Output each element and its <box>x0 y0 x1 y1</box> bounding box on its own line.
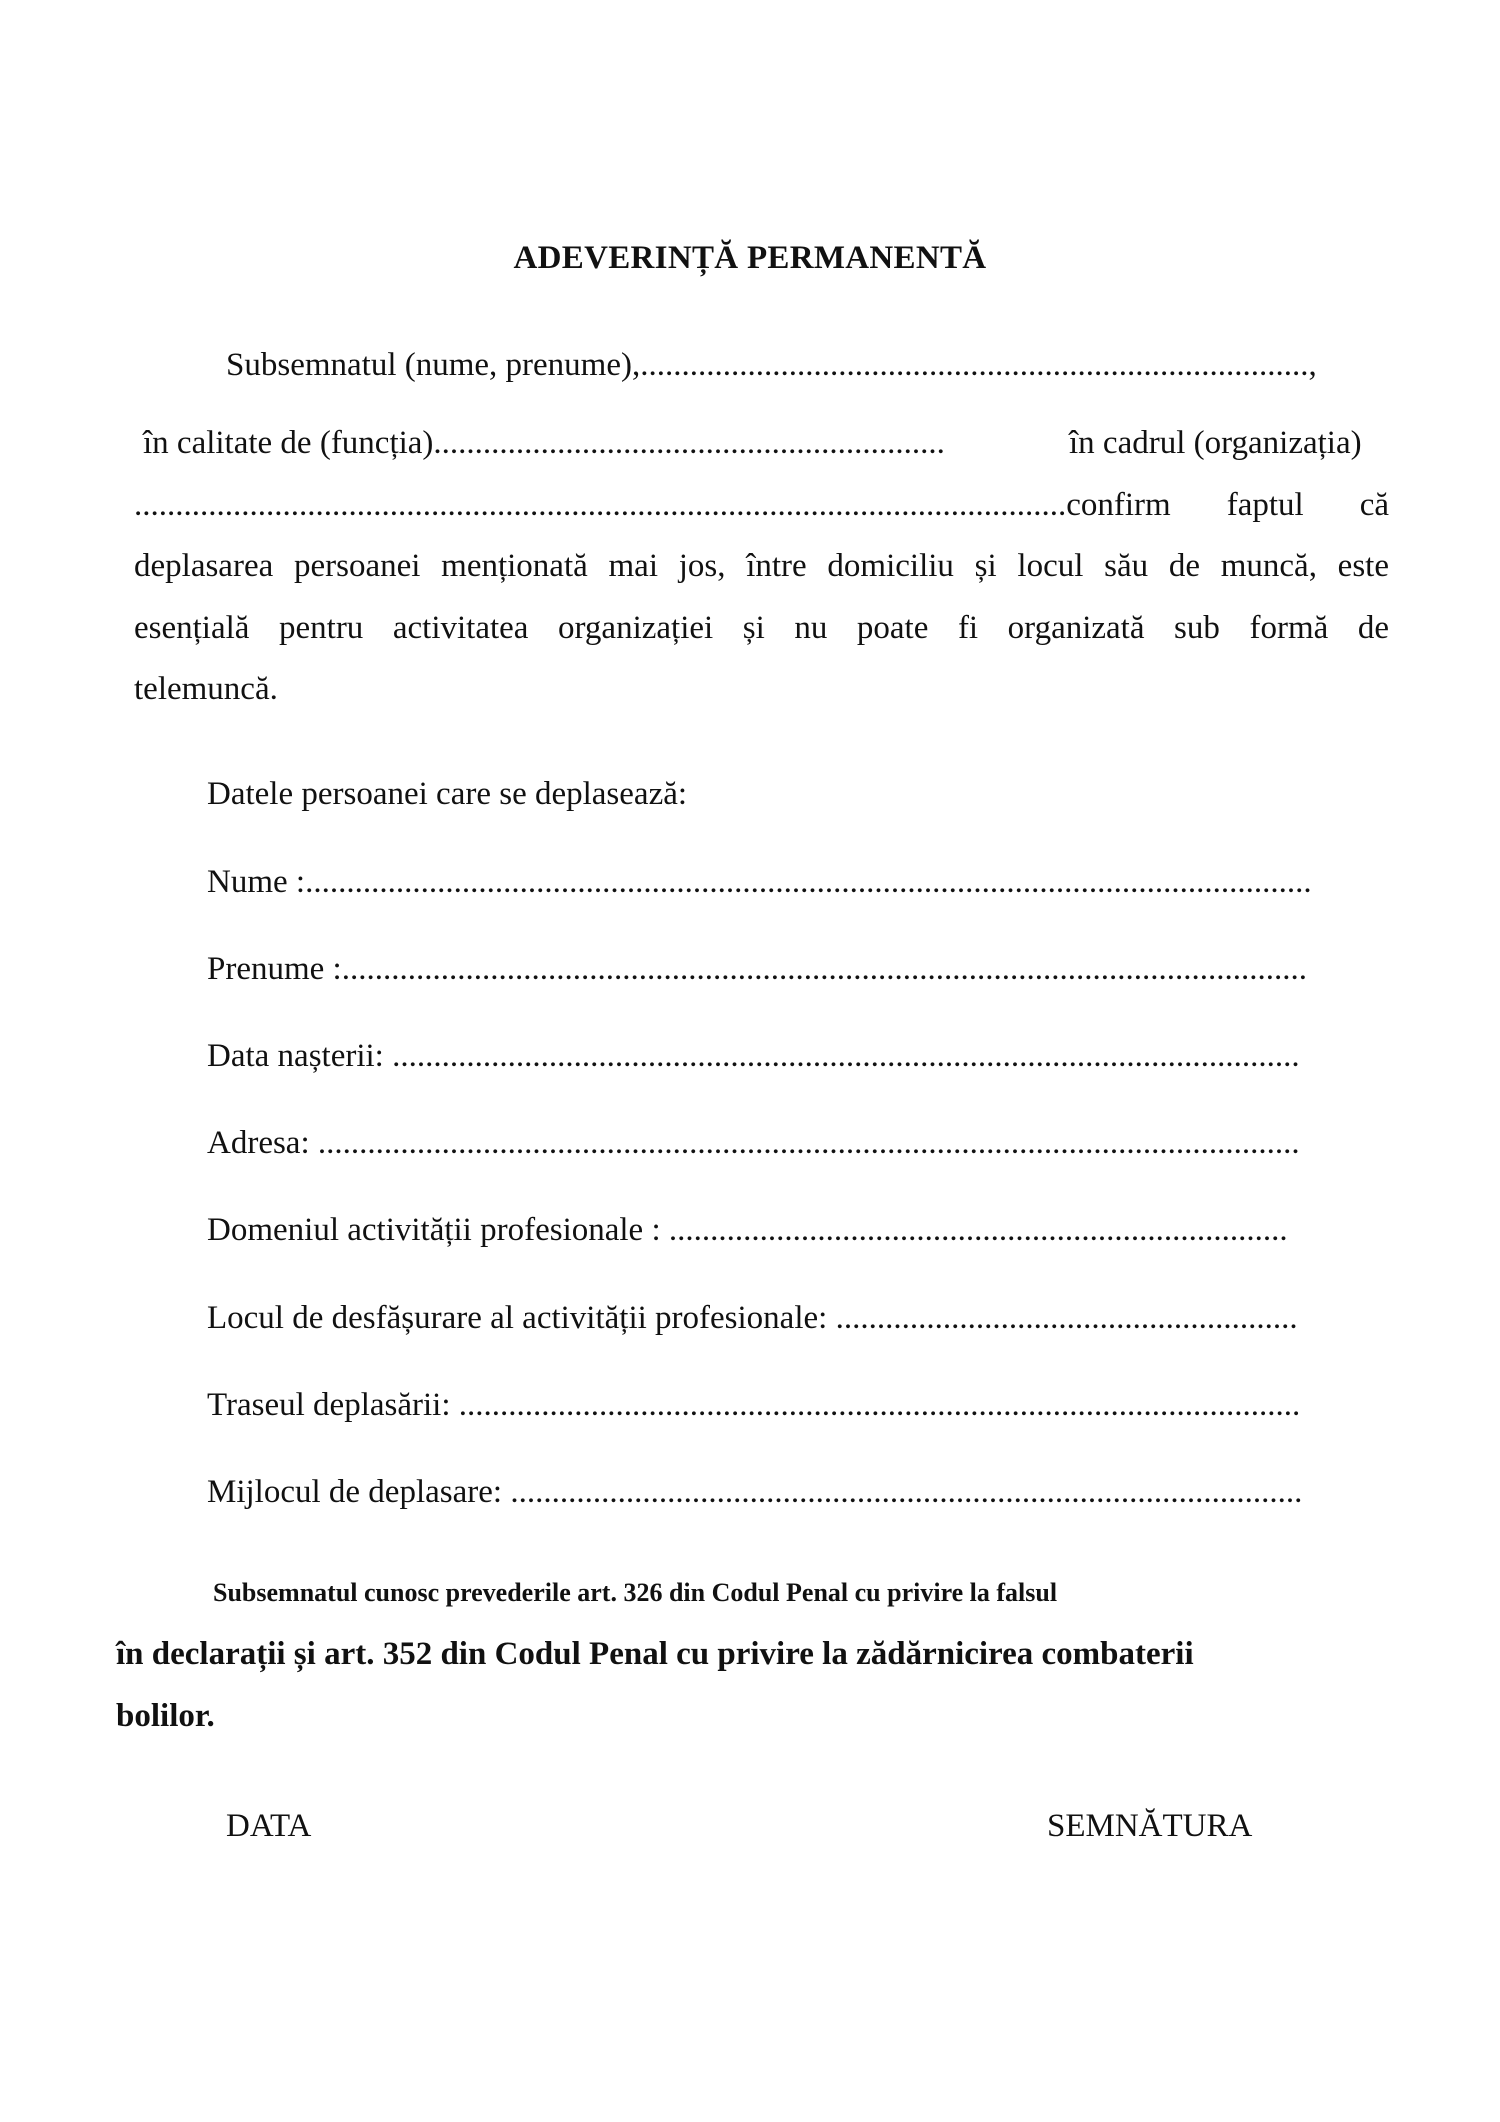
field-domeniul-activitatii: Domeniul activității profesionale : ........................................................................... <box>207 1212 1288 1248</box>
legal-notice-line-1: Subsemnatul cunosc prevederile art. 326 din Codul Penal cu privire la falsul <box>213 1578 1058 1607</box>
intro-line-essential: esențială pentru activitatea organizației și nu poate fi organizată sub formă de <box>134 610 1389 646</box>
intro-line-name: Subsemnatul (nume, prenume),................................................................................., <box>226 347 1317 383</box>
document-title: ADEVERINȚĂ PERMANENTĂ <box>513 240 987 276</box>
legal-notice-line-3: bolilor. <box>116 1698 215 1734</box>
intro-line-function: în calitate de (funcția).............................................................. <box>143 425 945 461</box>
intro-line-travel: deplasarea persoanei menționată mai jos, între domiciliu și locul său de muncă, este <box>134 548 1389 584</box>
intro-line-organization: în cadrul (organizația) <box>1069 425 1362 461</box>
field-data-nasterii: Data nașterii: .............................................................................................................. <box>207 1038 1300 1074</box>
field-nume: Nume :.......................................................................................................................... <box>207 864 1312 900</box>
field-locul-desfasurare: Locul de desfășurare al activității profesionale: ........................................................ <box>207 1300 1298 1336</box>
person-section-heading: Datele persoanei care se deplasează: <box>207 776 688 812</box>
field-adresa: Adresa: ....................................................................................................................... <box>207 1125 1300 1161</box>
date-label: DATA <box>226 1808 312 1844</box>
signature-label: SEMNĂTURA <box>1047 1808 1253 1844</box>
field-traseul-deplasarii: Traseul deplasării: ...................................................................................................... <box>207 1387 1301 1423</box>
legal-notice-line-2: în declarații și art. 352 din Codul Penal cu privire la zădărnicirea combaterii <box>116 1636 1194 1672</box>
field-mijlocul-deplasare: Mijlocul de deplasare: ................................................................................................ <box>207 1474 1303 1510</box>
field-prenume: Prenume :..................................................................................................................... <box>207 951 1307 987</box>
intro-line-confirm: .................................................................................................................confirm faptul că <box>134 487 1389 523</box>
intro-line-telework: telemuncă. <box>134 671 278 707</box>
